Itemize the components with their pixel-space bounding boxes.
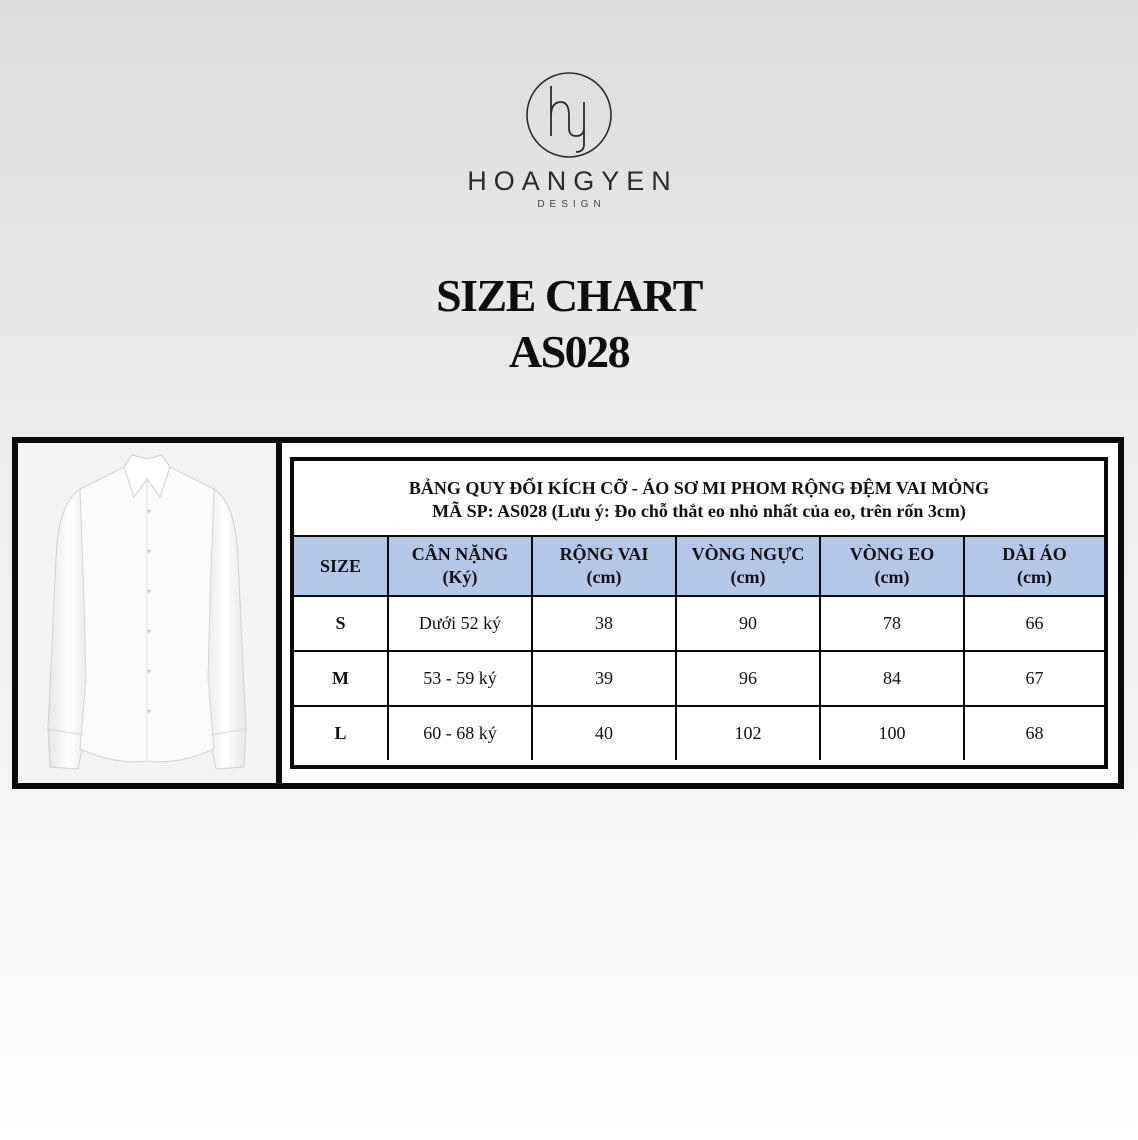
table-row	[294, 596, 1104, 651]
table-row	[294, 651, 1104, 706]
size-table-cell	[282, 443, 1118, 783]
shoulder-cell: 39	[532, 651, 676, 706]
chest-cell: 102	[676, 706, 820, 760]
column-header-size: SIZE	[294, 537, 388, 596]
size-cell: L	[294, 706, 388, 760]
size-chart-frame	[12, 437, 1124, 789]
title-line-1: SIZE CHART	[436, 270, 702, 321]
monogram-icon	[524, 70, 614, 160]
title-line-2: AS028	[508, 326, 630, 377]
column-header-waist: VÒNG EO (cm)	[820, 537, 964, 596]
page-title	[0, 268, 1138, 380]
size-cell: M	[294, 651, 388, 706]
weight-cell: Dưới 52 ký	[388, 596, 532, 651]
weight-cell: 53 - 59 ký	[388, 651, 532, 706]
white-shirt-image	[28, 449, 266, 775]
table-row	[294, 706, 1104, 760]
table-header-row	[294, 537, 1104, 596]
length-cell: 67	[964, 651, 1104, 706]
column-header-length: DÀI ÁO (cm)	[964, 537, 1104, 596]
shoulder-cell: 38	[532, 596, 676, 651]
table-heading	[294, 461, 1104, 537]
size-table	[290, 457, 1108, 769]
waist-cell: 84	[820, 651, 964, 706]
column-header-shoulder: RỘNG VAI (cm)	[532, 537, 676, 596]
table-heading-line-1: BẢNG QUY ĐỔI KÍCH CỠ - ÁO SƠ MI PHOM RỘNG ĐỆM VAI MỎNG	[408, 478, 990, 498]
length-cell: 68	[1025, 723, 1044, 743]
waist-cell: 100	[820, 706, 964, 760]
brand-name: HOANGYEN	[467, 166, 678, 196]
chest-cell: 96	[676, 651, 820, 706]
brand-tagline: DESIGN	[537, 199, 606, 210]
chest-cell: 90	[676, 596, 820, 651]
waist-cell: 78	[820, 596, 964, 651]
column-header-chest: VÒNG NGỰC (cm)	[676, 537, 820, 596]
size-grid	[294, 537, 1104, 760]
size-cell: S	[294, 596, 388, 651]
table-heading-line-2: MÃ SP: AS028 (Lưu ý: Đo chỗ thắt eo nhỏ nhất của eo, trên rốn 3cm)	[432, 501, 966, 521]
column-header-weight: CÂN NẶNG (Ký)	[388, 537, 532, 596]
brand-logo	[0, 70, 1138, 210]
weight-cell: 60 - 68 ký	[388, 706, 532, 760]
length-cell: 66	[964, 596, 1104, 651]
shoulder-cell: 40	[532, 706, 676, 760]
product-photo	[18, 443, 282, 783]
